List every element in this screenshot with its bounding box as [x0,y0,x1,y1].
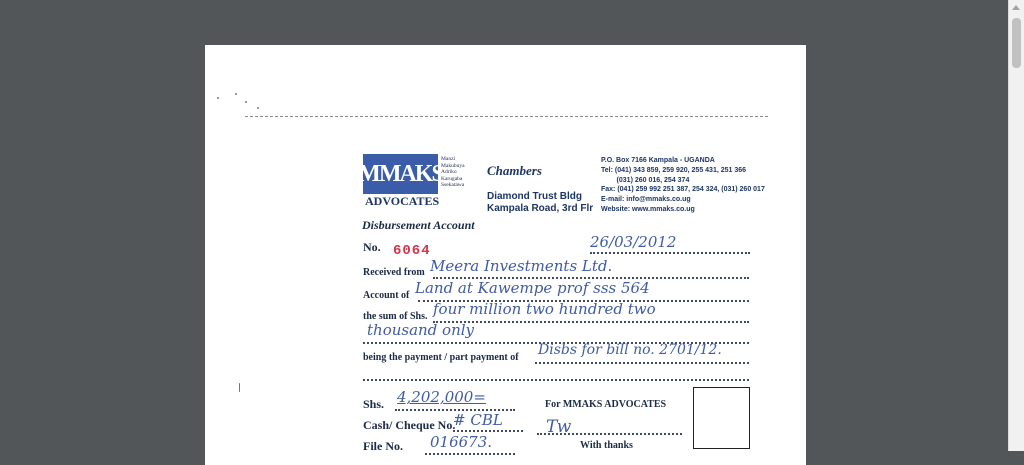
scan-speck [239,383,240,392]
thanks-label: With thanks [580,440,633,451]
received-from-value: Meera Investments Ltd. [430,257,613,275]
address-line: Kampala Road, 3rd Flr [487,203,594,214]
file-no-line [425,453,515,455]
cheque-line [453,430,523,432]
contact-line: Website: www.mmaks.co.ug [601,205,695,213]
partner-name: Karugaba [441,175,463,182]
scroll-up-arrow-icon[interactable] [1012,5,1020,10]
sum-label: the sum of Shs. [363,311,428,322]
sum-line-1 [433,321,749,323]
contact-line: P.O. Box 7166 Kampala - UGANDA [601,157,715,164]
document-page [205,45,806,465]
form-title: Disbursement Account [362,218,475,232]
contact-line: (031) 260 016, 254 374 [601,176,690,184]
sum-words-line1: four million two hundred two [433,300,656,318]
chambers-title: Chambers [487,163,542,178]
top-divider [245,116,768,117]
contact-line: Fax: (041) 259 992 251 387, 254 324, (031) 260 017 [601,186,765,194]
contact-block [601,156,801,215]
receipt-no-label: No. [363,240,381,254]
file-no-label: File No. [363,439,403,453]
receipt-number: 6064 [393,243,431,259]
firm-logo: MMAKS [363,154,438,194]
stamp-box [693,387,750,449]
scan-speck [217,97,219,99]
scan-speck [235,93,237,95]
payment-value: Disbs for bill no. 2701/12. [538,342,722,358]
file-no-value: 016673. [430,433,493,451]
payment-line [535,362,749,364]
for-firm-label: For MMAKS ADVOCATES [545,399,667,410]
contact-line: Tel: (041) 343 859, 259 920, 255 431, 251 366 [601,166,747,174]
sum-words-line2: thousand only [367,321,475,339]
vertical-scrollbar[interactable] [1008,0,1024,451]
payment-label: being the payment / part payment of [363,352,519,363]
signature: Tw [546,417,572,437]
address-line: Diamond Trust Bldg [487,191,582,202]
partner-name: Adriko [441,169,457,175]
scan-speck [245,101,247,103]
firm-label: ADVOCATES [365,194,440,208]
scan-speck [257,107,259,109]
cheque-label: Cash/ Cheque No. [363,418,456,432]
shs-label: Shs. [363,397,385,411]
building-address [487,191,607,215]
account-of-label: Account of [363,290,410,301]
date-line [590,252,750,254]
account-of-value: Land at Kawempe prof sss 564 [415,279,650,297]
partner-names [441,156,481,189]
contact-line: E-mail: info@mmaks.co.ug [601,196,691,204]
date-value: 26/03/2012 [590,233,677,251]
partner-name: Makubuya [441,162,465,169]
partner-name: Manzi [441,156,456,162]
cheque-value: # CBL [453,411,503,429]
shs-value: 4,202,000= [397,388,486,406]
partner-name: Ssekatawa [441,182,465,188]
payment-line-2 [363,379,749,381]
signature-line [537,433,682,435]
received-from-label: Received from [363,267,425,278]
scroll-thumb[interactable] [1012,18,1021,68]
